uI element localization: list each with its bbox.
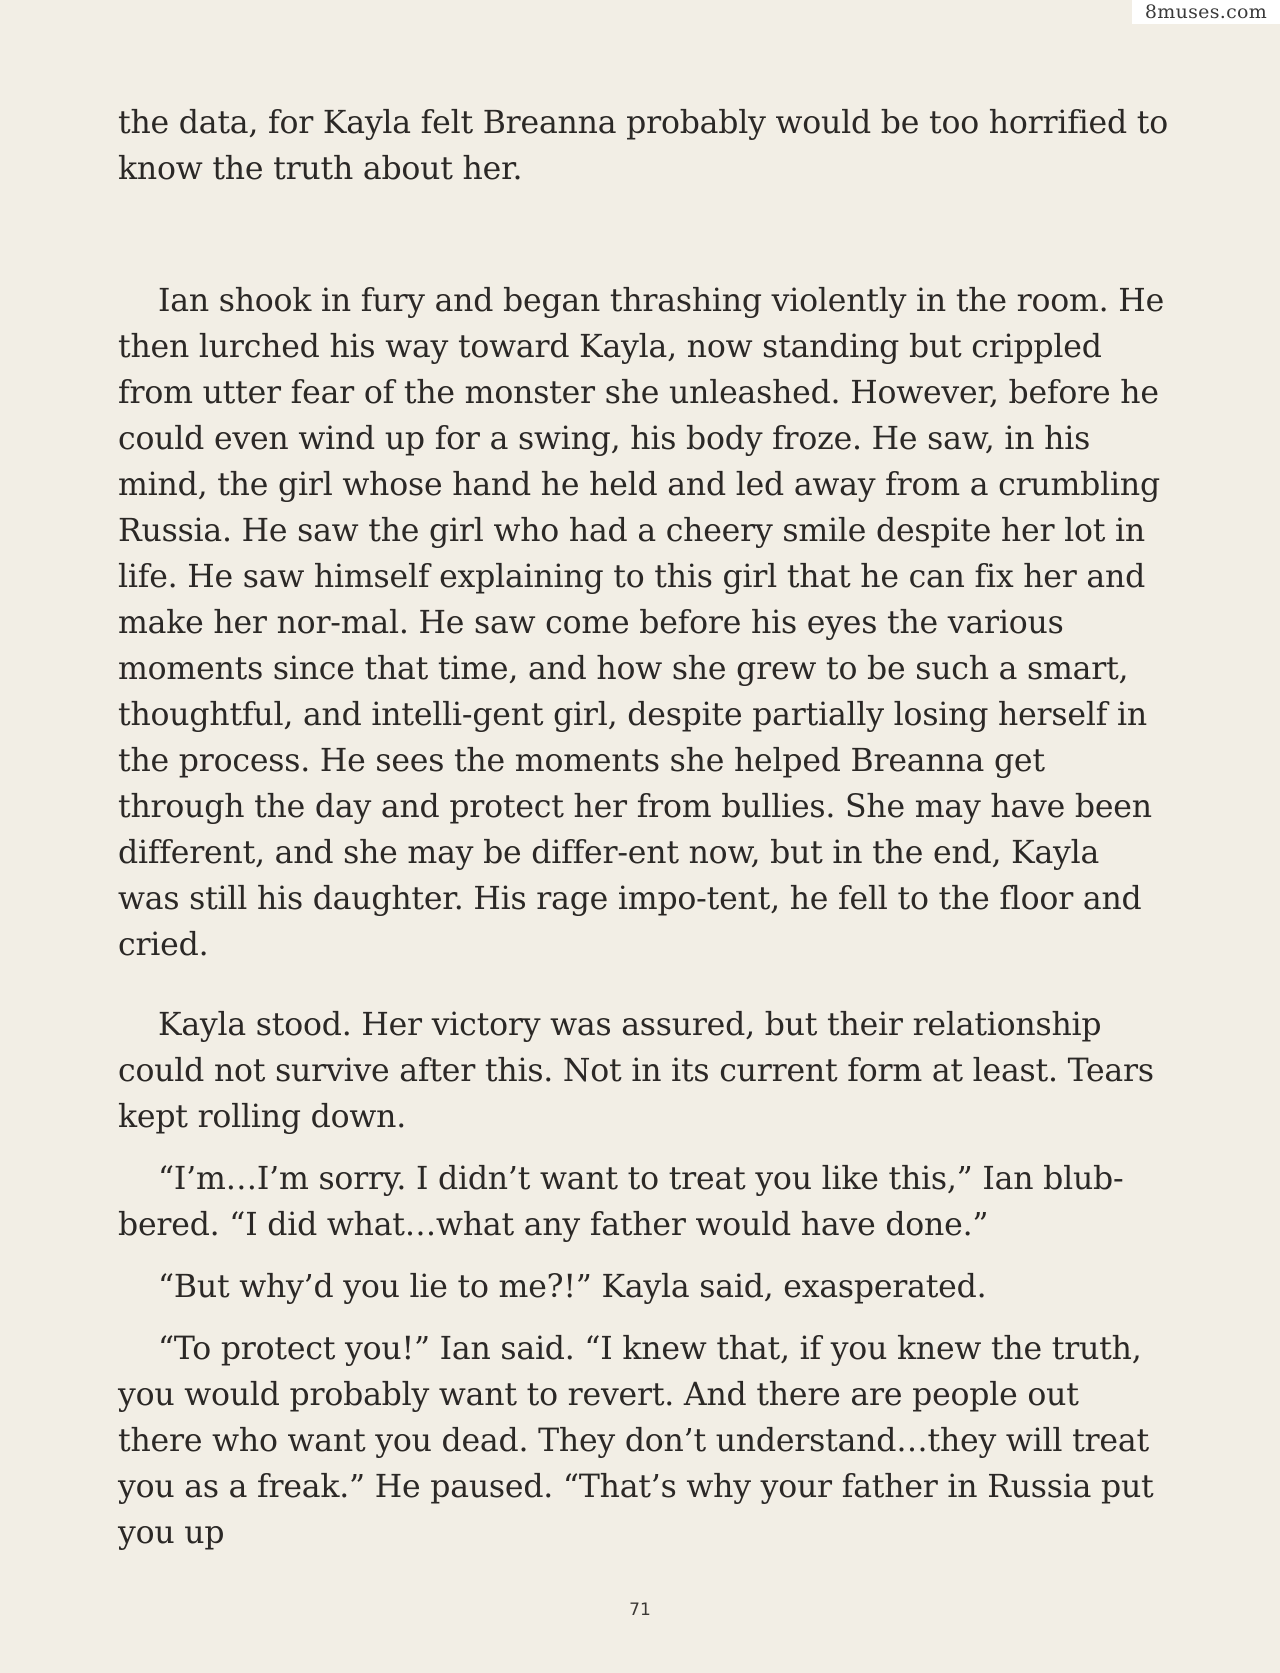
page-body bbox=[118, 100, 1170, 1551]
watermark: 8muses.com bbox=[1132, 0, 1280, 24]
paragraph-1: the data, for Kayla felt Breanna probably would be too horrified to know the truth about her. bbox=[118, 105, 1169, 187]
paragraph-6: “To protect you!” Ian said. “I knew that, if you knew the truth, you would probably want to revert. And there are people out there who want you dead. They don’t understand…they will treat you as a freak.” He paused. “That’s why your father in Russia put you up bbox=[118, 1331, 1154, 1551]
paragraph-3: Kayla stood. Her victory was assured, but their relationship could not survive after this. Not in its current form at least. Tears kept rolling down. bbox=[118, 1007, 1154, 1135]
paragraph-4: “I’m…I’m sorry. I didn’t want to treat you like this,” Ian blub-bered. “I did what…what any father would have done.” bbox=[118, 1161, 1124, 1243]
page-number: 71 bbox=[629, 1600, 651, 1620]
paragraph-5: “But why’d you lie to me?!” Kayla said, exasperated. bbox=[158, 1269, 987, 1305]
paragraph-2: Ian shook in fury and began thrashing violently in the room. He then lurched his way toward Kayla, now standing but crippled from utter fear of the monster she unleashed. However, before he could even wind up for a swing, his body froze. He saw, in his mind, the girl whose hand he held and led away from a crumbling Russia. He saw the girl who had a cheery smile despite her lot in life. He saw himself explaining to this girl that he can fix her and make her nor-mal. He saw come before his eyes the various moments since that time, and how she grew to be such a smart, thoughtful, and intelli-gent girl, despite partially losing herself in the process. He sees the moments she helped Breanna get through the day and protect her from bullies. She may have been different, and she may be differ-ent now, but in the end, Kayla was still his daughter. His rage impo-tent, he fell to the floor and cried. bbox=[118, 283, 1165, 963]
